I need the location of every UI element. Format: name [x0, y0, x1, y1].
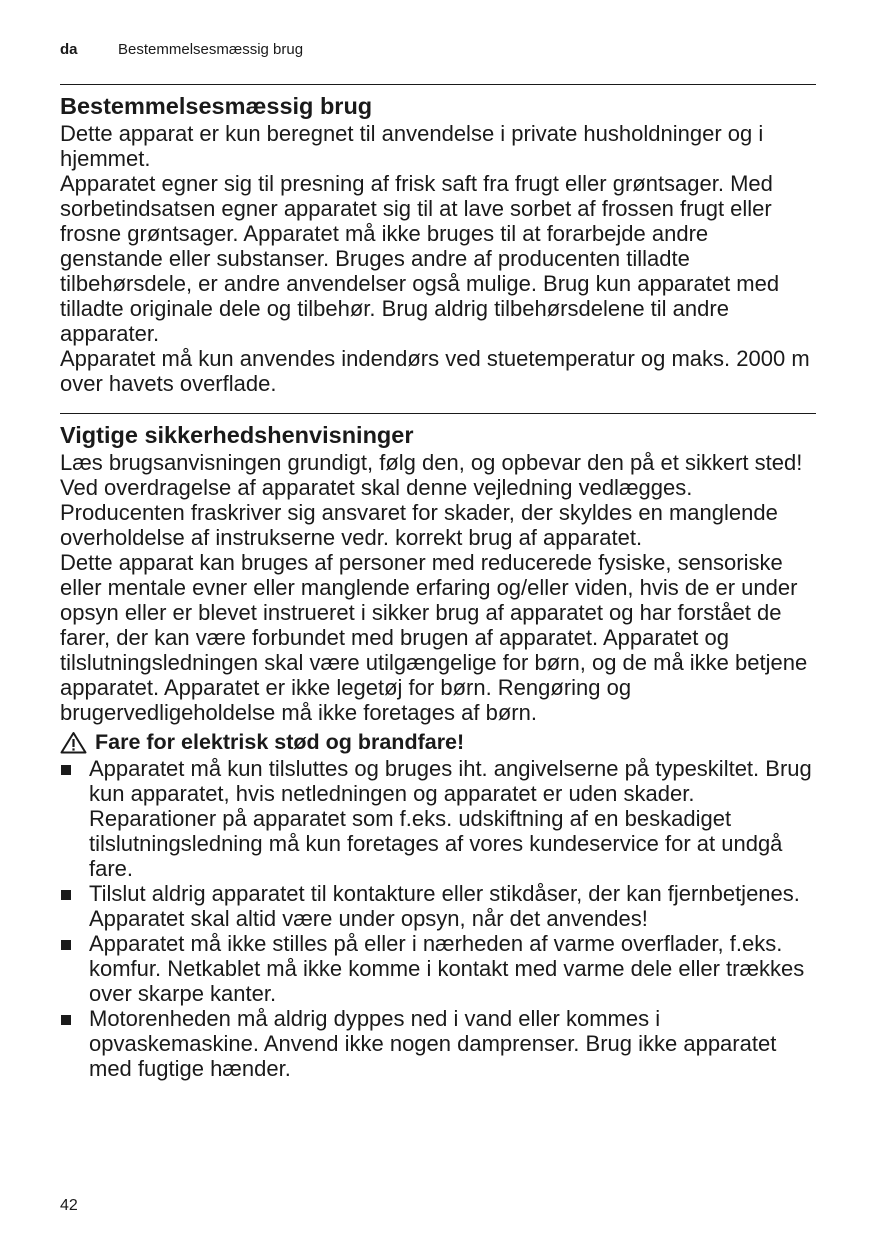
- list-item-text: Tilslut aldrig apparatet til kontakture eller stikdåser, der kan fjernbetjenes. Apparatet skal altid være under opsyn, når det anvendes!: [89, 881, 800, 931]
- bullet-square-icon: [61, 765, 71, 775]
- paragraph: Apparatet må kun anvendes indendørs ved stuetemperatur og maks. 2000 m over havets overflade.: [60, 346, 810, 396]
- paragraph: Apparatet egner sig til presning af frisk saft fra frugt eller grøntsager. Med sorbetindsatsen egner apparatet sig til at lave sorbet af frossen frugt eller frosne grøntsager. Apparatet må ikke bruges til at forarbejde andre genstande eller substanser. Bruges andre af producenten tilladte tilbehørsdele, er andre anvendelser også mulige. Brug kun apparatet med tilladte originale dele og tilbehør. Brug aldrig tilbehørsdelene til andre apparater.: [60, 171, 780, 346]
- paragraph: Læs brugsanvisningen grundigt, følg den, og opbevar den på et sikkert sted! Ved overdragelse af apparatet skal denne vejledning vedlægges. Producenten fraskriver sig ansvaret for skader, der skyldes en manglende overholdelse af instrukserne vedr. korrekt brug af apparatet.: [60, 450, 803, 550]
- section-title: Bestemmelsesmæssig brug: [60, 93, 373, 119]
- section-intended-use: [60, 84, 816, 396]
- header-chapter: Bestemmelsesmæssig brug: [118, 41, 304, 58]
- running-header: [60, 40, 303, 60]
- bullet-square-icon: [61, 940, 71, 950]
- list-item-text: Apparatet må kun tilsluttes og bruges iht. angivelserne på typeskiltet. Brug kun apparatet, hvis netledningen og apparatet er uden skader. Reparationer på apparatet som f.eks. udskiftning af en beskadiget tilslutningsledning må kun foretages af vores kundeservice for at undgå fare.: [89, 756, 812, 881]
- section-safety-instructions: [60, 413, 816, 1081]
- paragraph: Dette apparat kan bruges af personer med reducerede fysiske, sensoriske eller mentale evner eller manglende erfaring og/eller viden, hvis de er under opsyn eller er blevet instrueret i sikker brug af apparatet og har forstået de farer, der kan være forbundet med brugen af apparatet. Apparatet og tilslutningsledningen skal være utilgængelige for børn, og de må ikke betjene apparatet. Apparatet er ikke legetøj for børn. Rengøring og brugervedligeholdelse må ikke foretages af børn.: [60, 550, 808, 725]
- paragraph: Dette apparat er kun beregnet til anvendelse i private husholdninger og i hjemmet.: [60, 121, 764, 171]
- list-item: [60, 881, 816, 931]
- bullet-square-icon: [61, 890, 71, 900]
- list-item: [60, 931, 816, 1006]
- section-title: Vigtige sikkerhedshenvisninger: [60, 422, 414, 448]
- bullet-square-icon: [61, 1015, 71, 1025]
- warning-list: [60, 756, 816, 1081]
- list-item: [60, 756, 816, 881]
- page-number: 42: [60, 1197, 78, 1214]
- warning-triangle-icon: [60, 731, 87, 754]
- warning-title: Fare for elektrisk stød og brandfare!: [95, 730, 465, 754]
- list-item: [60, 1006, 816, 1081]
- list-item-text: Apparatet må ikke stilles på eller i nærheden af varme overflader, f.eks. komfur. Netkablet må ikke komme i kontakt med varme dele eller trækkes over skarpe kanter.: [89, 931, 805, 1006]
- header-language: da: [60, 41, 78, 58]
- list-item-text: Motorenheden må aldrig dyppes ned i vand eller kommes i opvaskemaskine. Anvend ikke nogen damprenser. Brug ikke apparatet med fugtige hænder.: [89, 1006, 777, 1081]
- warning-heading: [60, 729, 816, 756]
